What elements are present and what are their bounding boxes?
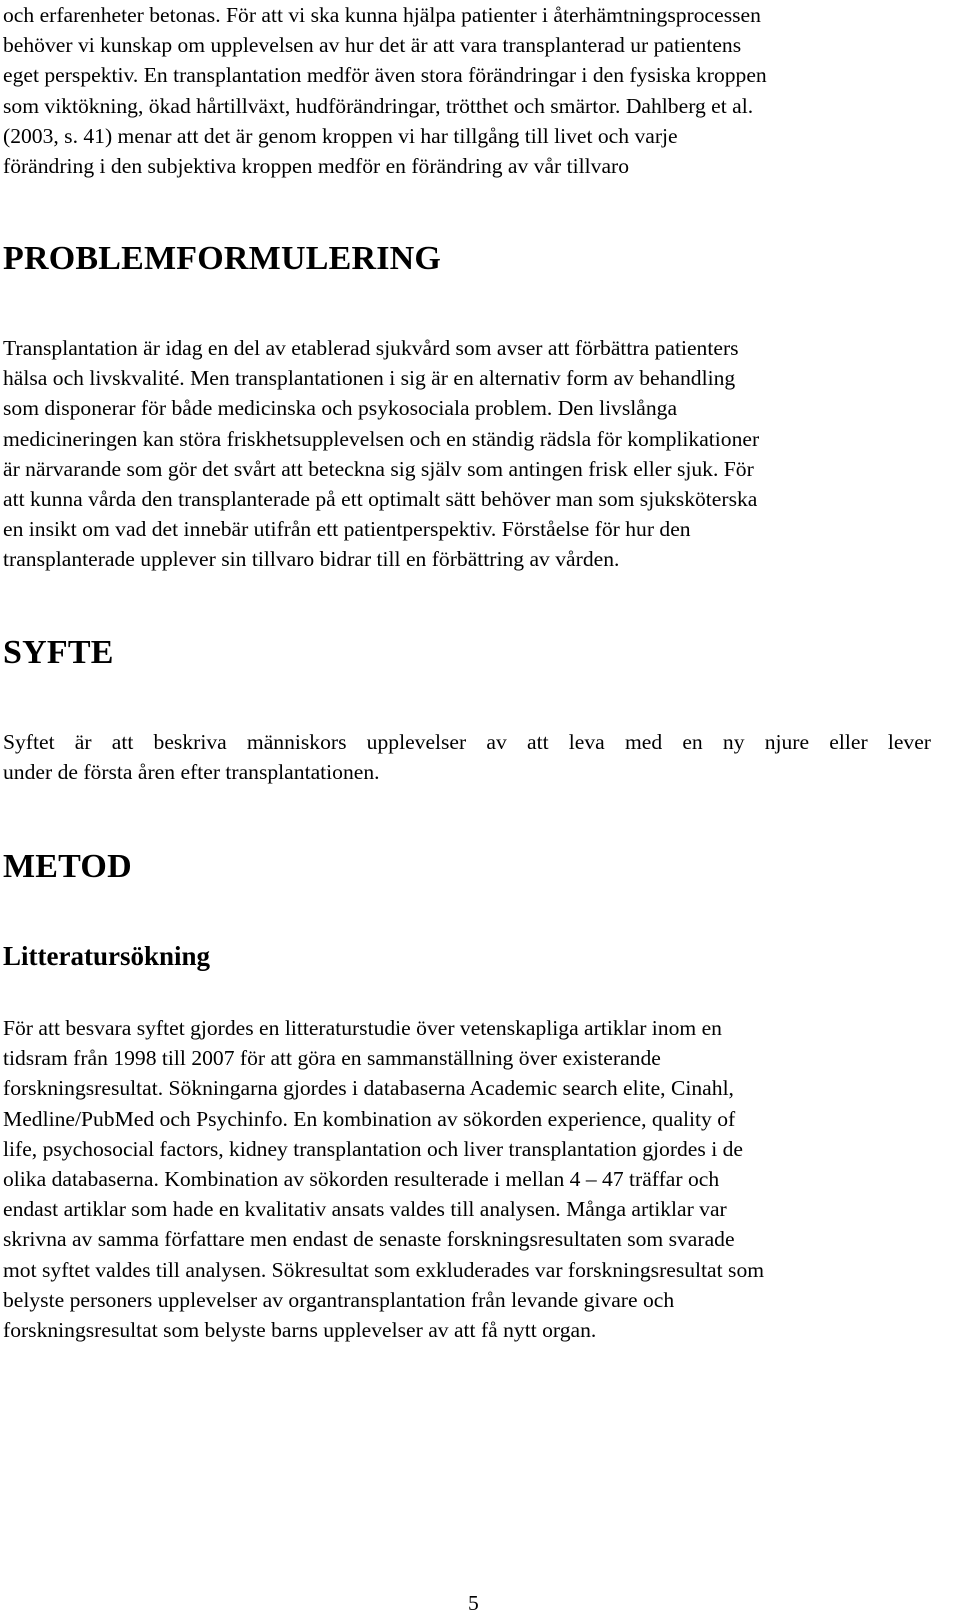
- text-line: som disponerar för både medicinska och psykosociala problem. Den livslånga: [3, 396, 678, 421]
- subsection-heading-literature-search: Litteratursökning: [3, 941, 211, 971]
- text-line: och erfarenheter betonas. För att vi ska kunna hjälpa patienter i återhämtningsprocessen: [3, 3, 761, 27]
- text-line: life, psychosocial factors, kidney transplantation och liver transplantation gjordes i de: [3, 1136, 743, 1161]
- text-line: medicineringen kan störa friskhetsupplevelsen och en ständig rädsla för komplikationer: [3, 426, 760, 451]
- problem-paragraph: [3, 333, 931, 575]
- text-line: endast artiklar som hade en kvalitativ ansats valdes till analysen. Många artiklar var: [3, 1197, 727, 1222]
- text-line: Transplantation är idag en del av etablerad sjukvård som avser att förbättra patienters: [3, 336, 739, 360]
- section-heading-method: METOD: [3, 848, 132, 885]
- text-line: förändring i den subjektiva kroppen medför en förändring av vår tillvaro: [3, 154, 630, 179]
- text-line: mot syftet valdes till analysen. Sökresultat som exkluderades var forskningsresultat som: [3, 1257, 765, 1282]
- text-line: transplanterade upplever sin tillvaro bidrar till en förbättring av vården.: [3, 547, 620, 572]
- text-line: skrivna av samma författare men endast de senaste forskningsresultaten som svarade: [3, 1227, 735, 1252]
- text-line: belyste personers upplevelser av organtransplantation från levande givare och: [3, 1287, 675, 1312]
- text-line: som viktökning, ökad hårtillväxt, hudförändringar, trötthet och smärtor. Dahlberg et al.: [3, 93, 754, 118]
- text-line: är närvarande som gör det svårt att beteckna sig själv som antingen frisk eller sjuk. För: [3, 456, 754, 481]
- text-line: Syftet är att beskriva människors upplevelser av att leva med en ny njure eller lever: [3, 730, 931, 754]
- intro-paragraph: [3, 0, 931, 181]
- text-line: olika databaserna. Kombination av sökorden resulterade i mellan 4 – 47 träffar och: [3, 1167, 720, 1192]
- text-line: För att besvara syftet gjordes en litteraturstudie över vetenskapliga artiklar inom en: [3, 1016, 722, 1040]
- section-heading-problem: PROBLEMFORMULERING: [3, 240, 442, 277]
- section-heading-aim: SYFTE: [3, 634, 114, 671]
- text-line: hälsa och livskvalité. Men transplantationen i sig är en alternativ form av behandling: [3, 366, 736, 391]
- text-line: Medline/PubMed och Psychinfo. En kombination av sökorden experience, quality of: [3, 1106, 736, 1131]
- text-line: forskningsresultat som belyste barns upplevelser av att få nytt organ.: [3, 1318, 597, 1343]
- text-line: tidsram från 1998 till 2007 för att göra en sammanställning över existerande: [3, 1046, 661, 1071]
- text-line: att kunna vårda den transplanterade på ett optimalt sätt behöver man som sjuksköterska: [3, 487, 758, 512]
- aim-paragraph: [3, 727, 931, 787]
- text-line: en insikt om vad det innebär utifrån ett patientperspektiv. Förståelse för hur den: [3, 517, 691, 542]
- text-line: (2003, s. 41) menar att det är genom kroppen vi har tillgång till livet och varje: [3, 123, 678, 148]
- text-line: under de första åren efter transplantationen.: [3, 760, 380, 785]
- page-number: 5: [468, 1591, 479, 1615]
- text-line: behöver vi kunskap om upplevelsen av hur det är att vara transplanterad ur patientens: [3, 33, 742, 58]
- text-line: forskningsresultat. Sökningarna gjordes i databaserna Academic search elite, Cinahl,: [3, 1076, 734, 1101]
- text-line: eget perspektiv. En transplantation medför även stora förändringar i den fysiska kroppen: [3, 63, 767, 88]
- method-paragraph: [3, 1013, 931, 1345]
